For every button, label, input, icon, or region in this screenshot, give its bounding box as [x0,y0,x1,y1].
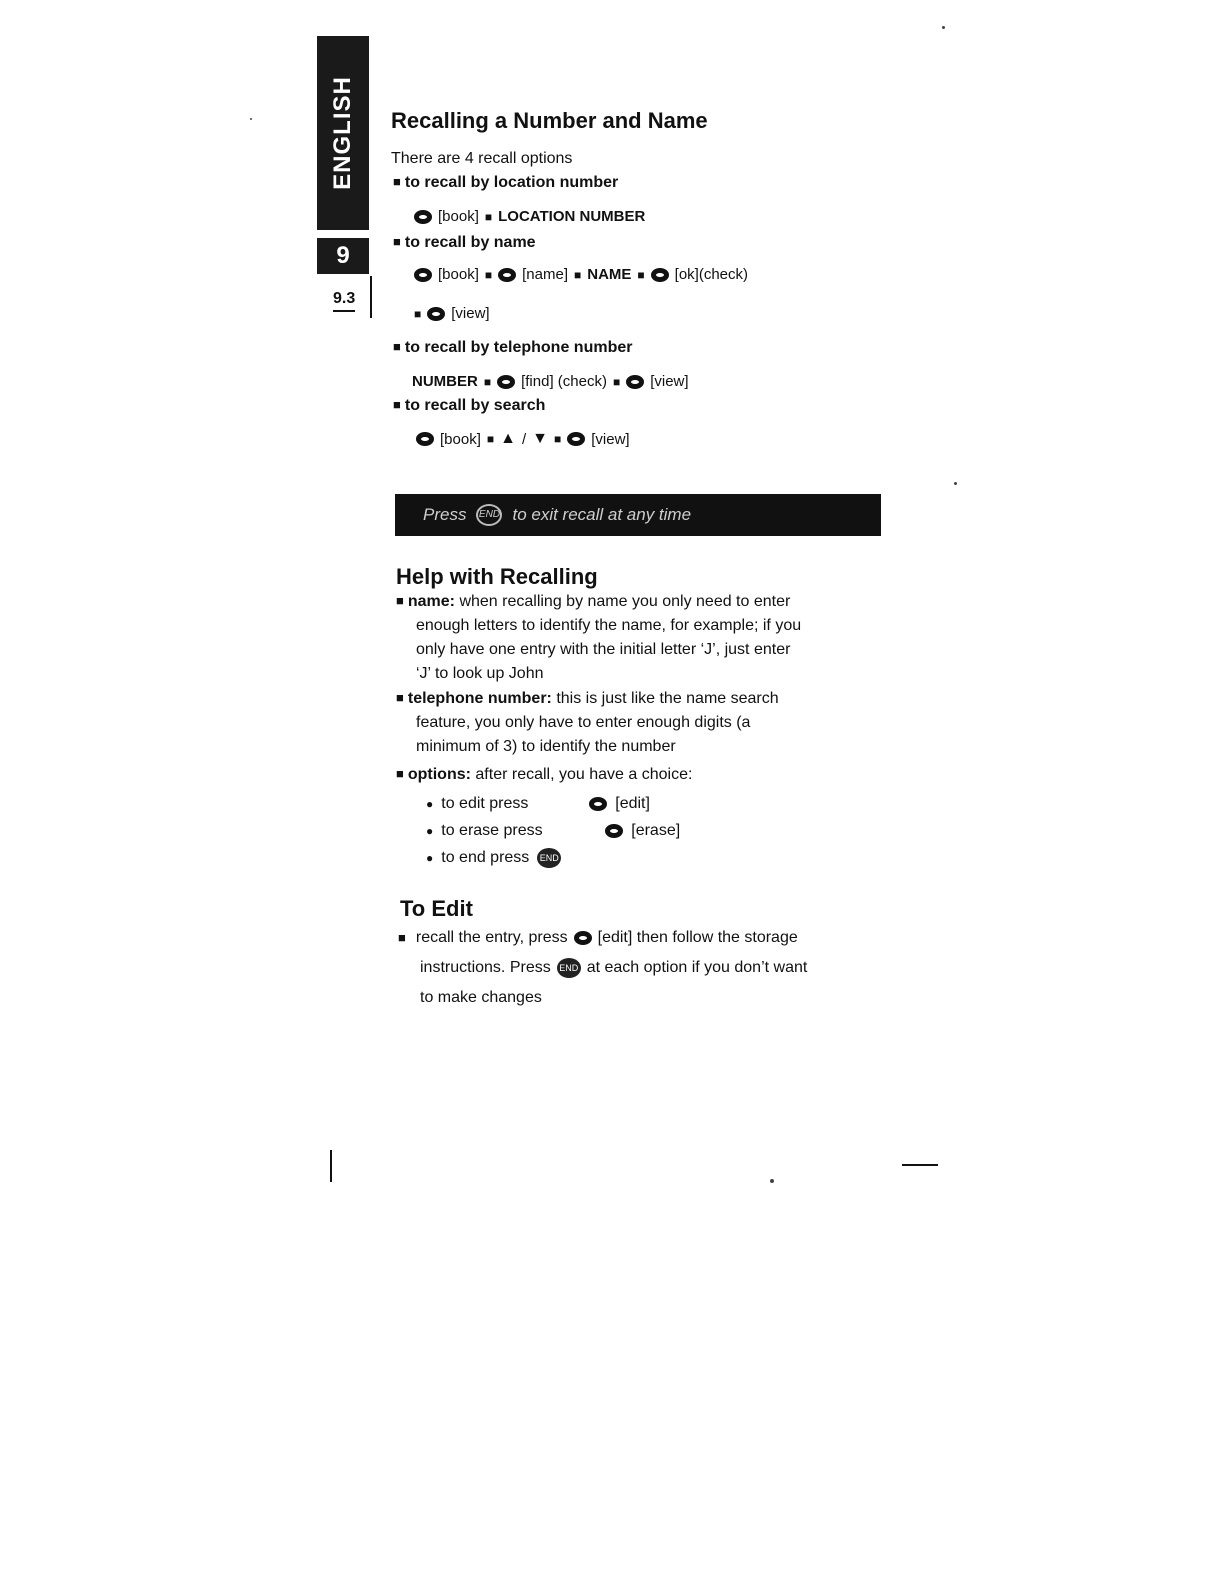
end-key-icon: END [537,848,561,868]
opt3-step-3: [view] [650,373,689,390]
edit-line-2a: instructions. Press [420,959,551,976]
banner-text: to exit recall at any time [512,505,692,524]
opt1-step-1: [book] [438,208,479,225]
scroll-up-icon: ▲ [500,430,516,447]
help-name-line-4: ‘J’ to look up John [416,665,544,682]
opt4-step-1: [book] [440,430,481,448]
option-end-text: to end press [441,849,530,866]
scroll-down-icon: ▼ [532,430,548,447]
option-edit-tag: [edit] [615,795,650,812]
help-tel-line-3: minimum of 3) to identify the number [416,738,676,755]
end-key-icon: END [557,958,581,978]
recall-intro: There are 4 recall options [391,150,573,167]
scan-speck [954,482,957,485]
edit-line-3: to make changes [420,989,542,1006]
opt2-step-5: [view] [451,305,490,322]
option-edit-text: to edit press [441,795,529,812]
language-tab [317,36,369,230]
opt2-heading [393,232,536,253]
opt4-heading [393,395,545,416]
soft-key-icon [414,210,432,224]
help-tel-line-1: this is just like the name search [556,690,779,707]
opt3-step-2: [find] (check) [521,373,607,390]
square-bullet-icon: ■ [483,374,492,389]
option-erase [426,818,680,844]
soft-key-icon [567,432,585,446]
section-number: 9.3 [333,290,355,312]
square-bullet-icon: ■ [396,593,404,608]
square-bullet-icon: ■ [393,339,401,354]
option-edit [426,791,650,817]
soft-key-icon [427,307,445,321]
option-erase-tag: [erase] [631,822,681,839]
end-key-icon: END [476,504,502,526]
help-options-label: options: [407,766,471,783]
opt1-sequence [414,208,645,225]
edit-line-2b: at each option if you don’t want [586,959,808,976]
edit-title: To Edit [400,896,473,921]
option-erase-text: to erase press [441,822,543,839]
square-bullet-icon: ■ [553,432,562,446]
opt2-heading-text: to recall by name [404,234,536,251]
soft-key-icon [651,268,669,282]
option-end [426,845,561,871]
square-bullet-icon: ■ [398,930,406,945]
soft-key-icon [589,797,607,811]
help-tel-line-2: feature, you only have to enter enough digits (a [416,714,751,731]
square-bullet-icon: ■ [486,432,495,446]
opt2-step-3: NAME [587,266,632,283]
help-title: Help with Recalling [396,564,598,589]
square-bullet-icon: ■ [612,374,621,389]
help-tel-label: telephone number: [407,690,552,707]
square-bullet-icon: ■ [484,267,493,282]
edit-line-1b: [edit] then follow the storage [597,929,798,946]
help-tel-item [396,686,886,759]
square-bullet-icon: ■ [393,174,401,189]
opt1-heading-text: to recall by location number [404,174,619,191]
scan-speck [250,118,252,120]
soft-key-icon [626,375,644,389]
opt3-sequence [412,373,689,390]
soft-key-icon [497,375,515,389]
opt4-sequence: [book] ■ ▲ / ▼ ■ [view] [416,430,630,448]
square-bullet-icon: ■ [396,690,404,705]
opt1-heading [393,172,618,193]
edit-item [398,923,888,1013]
opt3-heading-text: to recall by telephone number [404,339,633,356]
opt2-step-4: [ok](check) [674,266,749,283]
help-name-line-1: when recalling by name you only need to enter [459,593,791,610]
banner-press-text: Press [423,505,467,524]
help-name-label: name: [407,593,455,610]
language-label: ENGLISH [329,76,356,190]
soft-key-icon [416,432,434,446]
help-name-line-3: only have one entry with the initial letter ‘J’, just enter [416,641,791,658]
opt3-step-1: NUMBER [412,373,478,390]
edit-line-1a: recall the entry, press [415,929,568,946]
help-options-text: after recall, you have a choice: [475,766,693,783]
soft-key-icon [574,931,592,945]
help-options-item [396,762,692,787]
opt2-sequence-2 [414,305,490,322]
bullet-dot-icon: ● [426,851,434,865]
opt4-heading-text: to recall by search [404,397,546,414]
soft-key-icon [498,268,516,282]
soft-key-icon [605,824,623,838]
square-bullet-icon: ■ [637,267,645,282]
scan-mark-vertical [330,1150,332,1182]
opt3-heading [393,337,632,358]
square-bullet-icon: ■ [414,306,422,321]
opt2-step-1: [book] [438,266,479,283]
opt2-sequence-1 [414,266,748,283]
scan-speck [770,1179,774,1183]
square-bullet-icon: ■ [393,234,401,249]
help-name-line-2: enough letters to identify the name, for example; if you [416,617,802,634]
tab-rule [370,276,372,318]
square-bullet-icon: ■ [573,267,582,282]
opt4-step-2: [view] [591,430,630,448]
square-bullet-icon: ■ [484,209,493,224]
bullet-dot-icon: ● [426,797,434,811]
bullet-dot-icon: ● [426,824,434,838]
chapter-number: 9 [317,238,369,274]
exit-recall-banner [395,494,881,536]
recall-title: Recalling a Number and Name [391,108,708,133]
opt1-step-2: LOCATION NUMBER [498,208,646,225]
square-bullet-icon: ■ [396,766,404,781]
opt2-step-2: [name] [522,266,568,283]
help-name-item [396,589,886,686]
scan-mark-horizontal [902,1164,938,1166]
square-bullet-icon: ■ [393,397,401,412]
soft-key-icon [414,268,432,282]
scan-speck [942,26,945,29]
